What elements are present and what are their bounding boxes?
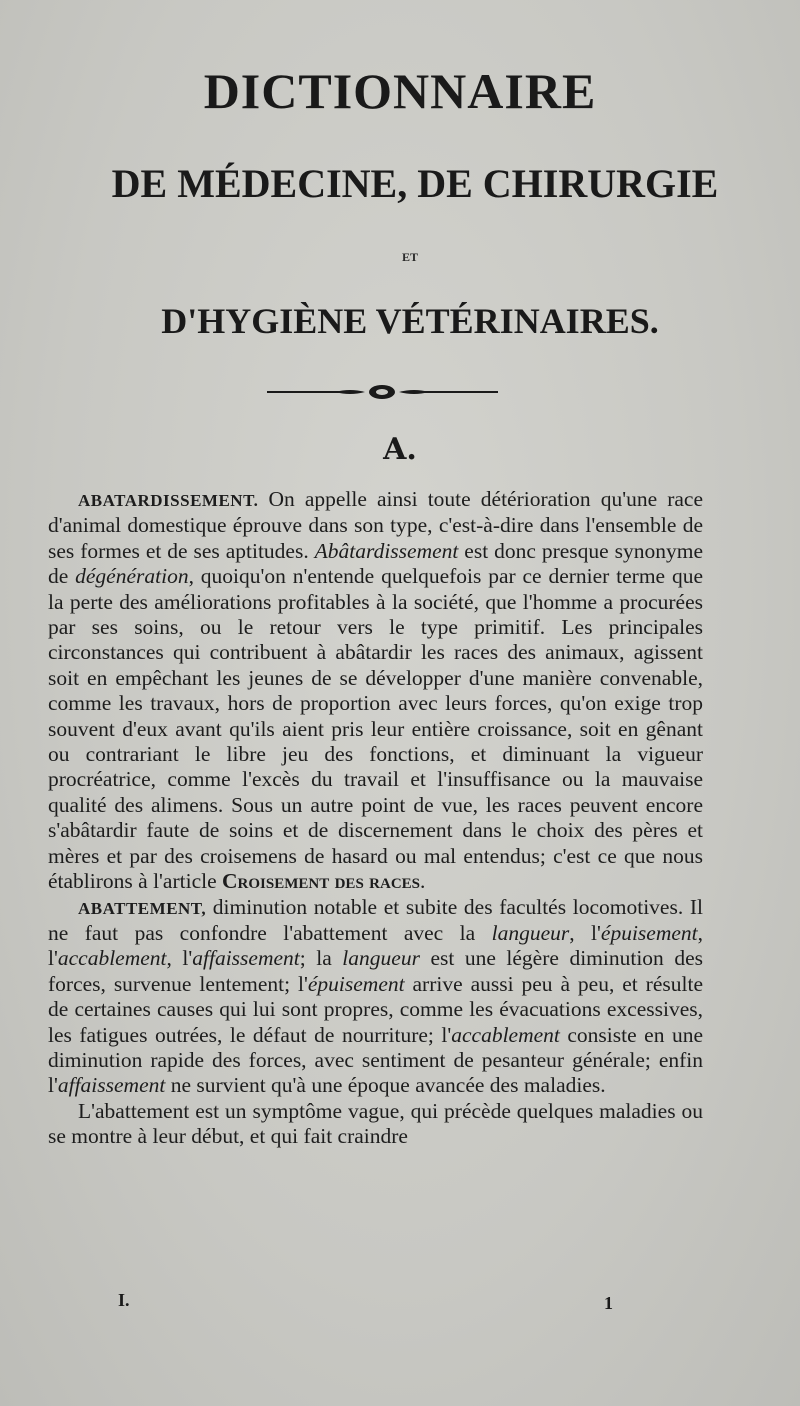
text-run: L'abattement est un symptôme vague, qui précède quelques maladies ou se montre à leur début, et qui fait craindre xyxy=(48,1098,703,1149)
entry-abattement-continued xyxy=(48,1099,703,1150)
text-run: arrive aussi peu à peu, et résulte de certaines causes qui lui sont propres, comme les évacuations excessives, les fatigues outrées, le défaut de nourriture; l' xyxy=(48,971,703,1047)
italic-term: affaissement xyxy=(192,946,300,971)
italic-term: dégénération xyxy=(75,564,189,589)
italic-term: langueur xyxy=(491,920,570,945)
text-run: , l' xyxy=(48,920,703,971)
entry-abatardissement xyxy=(48,487,703,895)
text-run: , l' xyxy=(166,946,193,971)
cross-reference: Croisement des races xyxy=(222,869,421,894)
text-run: ; la xyxy=(299,946,343,971)
text-run: est donc presque synonyme de xyxy=(48,538,703,589)
italic-term: Abâtardissement xyxy=(314,538,459,563)
text-run: est une légère diminution des forces, survenue lentement; l' xyxy=(48,946,703,996)
entry-term: ABATARDISSEMENT. xyxy=(78,491,259,510)
entry-text xyxy=(48,1099,703,1148)
title-line-3: D'HYGIÈNE VÉTÉRINAIRES. xyxy=(161,301,659,341)
entry-abattement xyxy=(48,895,703,1099)
dictionary-body xyxy=(48,487,703,1150)
text-run: On appelle ainsi toute détérioration qu'une race d'animal domestique éprouve dans son type, c'est-à-dire dans l'ensemble de ses formes et de ses aptitudes. xyxy=(48,487,703,563)
text-run: . xyxy=(420,869,426,894)
text-run: , l' xyxy=(569,920,601,945)
italic-term: affaissement xyxy=(57,1073,166,1098)
title-line-2: DE MÉDECINE, DE CHIRURGIE xyxy=(111,161,719,206)
text-run: diminution notable et subite des facultés locomotives. Il ne faut pas confondre l'abattement avec la xyxy=(48,894,703,945)
footer-mark: 1 xyxy=(604,1293,613,1313)
text-run: consiste en une diminution rapide des forces, avec sentiment de pesanteur générale; enfin l' xyxy=(48,1022,703,1098)
italic-term: épuisement xyxy=(600,920,698,945)
entry-term: ABATTEMENT, xyxy=(78,898,207,918)
italic-term: accablement xyxy=(57,946,167,971)
text-run: ne survient qu'à une époque avancée des maladies. xyxy=(165,1073,606,1098)
ornament-divider-icon xyxy=(265,380,500,404)
text-run: , quoiqu'on n'entende quelquefois par ce dernier terme que la perte des améliorations profitables à la société, que l'homme a procurées par ses soins, ou le retour vers le type primitif. Les principales circonstances qui contribuent à abâtardir les races des animaux, agissent soit en empêchant les jeunes de se développer d'une manière convenable, comme les travaux, hors de proportion avec leurs forces, qu'on exige trop souvent d'eux avant qu'ils aient pris leur entière croissance, soit en gênant ou contrariant le libre jeu des fonctions, et diminuant la vigueur procréatrice, comme l'excès du travail et l'insuffisance ou la mauvaise qualité des alimens. Sous un autre point de vue, les races peuvent encore s'abâtardir faute de soins et de discernement dans le choix des pères et mères et par des croisemens de hasard ou mal entendus; c'est ce que nous établirons à l'article xyxy=(48,564,703,894)
entry-text xyxy=(48,487,703,893)
title-line-1: DICTIONNAIRE xyxy=(203,63,597,119)
section-letter: A. xyxy=(383,432,417,467)
entry-text xyxy=(48,895,703,1098)
italic-term: épuisement xyxy=(307,971,405,996)
italic-term: accablement xyxy=(451,1022,560,1047)
title-conjunction: ET xyxy=(401,250,418,264)
signature-mark: I. xyxy=(118,1290,130,1310)
italic-term: langueur xyxy=(342,946,420,971)
